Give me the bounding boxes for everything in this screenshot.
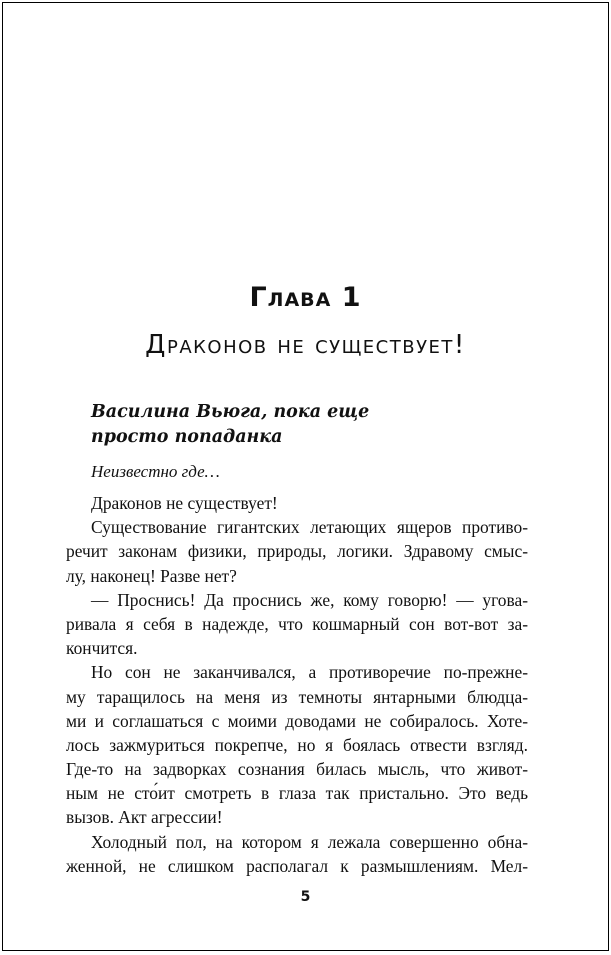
text-line: Где-то на задворках сознания билась мысль, что живот- (66, 759, 528, 780)
text-line: — Проснись! Да проснись же, кому говорю! — угова- (91, 589, 528, 610)
text-line: ми и соглашаться с моими доводами не собиралось. Хоте- (66, 710, 528, 731)
text-line: кончится. (66, 638, 138, 659)
pov-line-1: Василина Вьюга, пока еще (91, 402, 370, 422)
text-line: лу, наконец! Разве нет? (66, 565, 237, 586)
text-line: Но сон не заканчивался, а противоречие по-прежне- (91, 662, 528, 683)
text-line: му таращилось на меня из темноты янтарными блюдца- (66, 686, 528, 707)
text-line: лось зажмуриться покрепче, но я боялась отвести взгляд. (66, 734, 528, 755)
location-note: Неизвестно где… (91, 462, 220, 481)
pov-heading (91, 400, 531, 450)
text-line: Драконов не существует! (91, 493, 278, 513)
text-line: ривала я себя в надежде, что кошмарный сон вот-вот за- (66, 613, 528, 634)
chapter-label: Глава 1 (249, 282, 362, 313)
pov-line-2: просто попаданка (91, 427, 283, 447)
book-page (2, 2, 609, 951)
text-line: Существование гигантских летающих ящеров противо- (91, 517, 528, 538)
page-number: 5 (300, 889, 311, 905)
chapter-title: Драконов не существует! (145, 330, 466, 360)
text-line: вызов. Акт агрессии! (66, 807, 223, 828)
text-line: Холодный пол, на котором я лежала совершенно обна- (91, 831, 528, 852)
body-text (66, 491, 528, 878)
text-line: речит законам физики, природы, логики. Здравому смыс- (66, 541, 528, 562)
text-line: ным не сто́ит смотреть в глаза так пристально. Это ведь (66, 783, 528, 804)
text-line: женной, не слишком располагал к размышлениям. Мел- (66, 855, 528, 876)
